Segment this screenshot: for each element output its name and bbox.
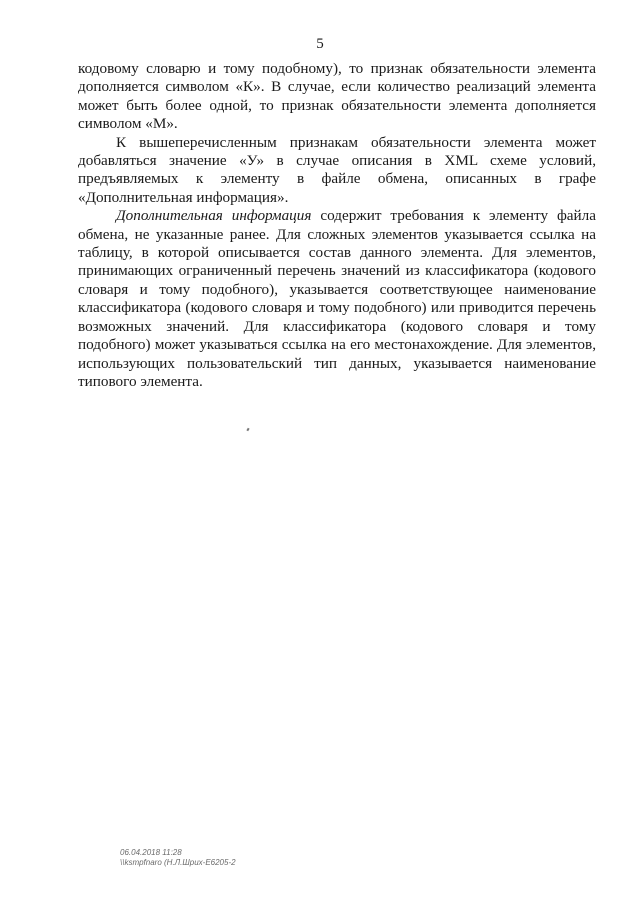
paragraph-3-text: содержит требования к элементу файла обмена, не указанные ранее. Для сложных элементов указывается ссылка на таблицу, в которой описывается состав данного элемента. Для элементов, принимающих ограниченный перечень значений из классификатора (кодового словаря и тому подобного), указывается соответствующее наименование классификатора (кодового словаря и тому подобного) или приводится перечень возможных значений. Для классификатора (кодового словаря и тому подобного) может указываться ссылка на его местонахождение. Для элементов, использующих пользовательский тип данных, указывается наименование типового элемента. (78, 207, 596, 390)
scan-speck (246, 428, 249, 432)
footer-filepath: \\ksmpfnaro (Н.Л.Шрих-Е6205-2 (120, 858, 236, 867)
paragraph-2: К вышеперечисленным признакам обязательности элемента может добавляться значение «У» в случае описания в XML схеме условий, предъявляемых к элементу в файле обмена, описанных в графе «Дополнительная информация». (78, 133, 596, 206)
footer-stamp (120, 848, 236, 868)
paragraph-3 (78, 207, 596, 391)
body-text (78, 60, 596, 391)
footer-timestamp: 06.04.2018 11:28 (120, 848, 182, 857)
page-number: 5 (316, 36, 324, 52)
term-additional-info: Дополнительная информация (116, 207, 312, 225)
paragraph-1: кодовому словарю и тому подобному), то признак обязательности элемента дополняется символом «К». В случае, если количество реализаций элемента может быть более одной, то признак обязательности элемента дополняется символом «М». (78, 60, 596, 133)
